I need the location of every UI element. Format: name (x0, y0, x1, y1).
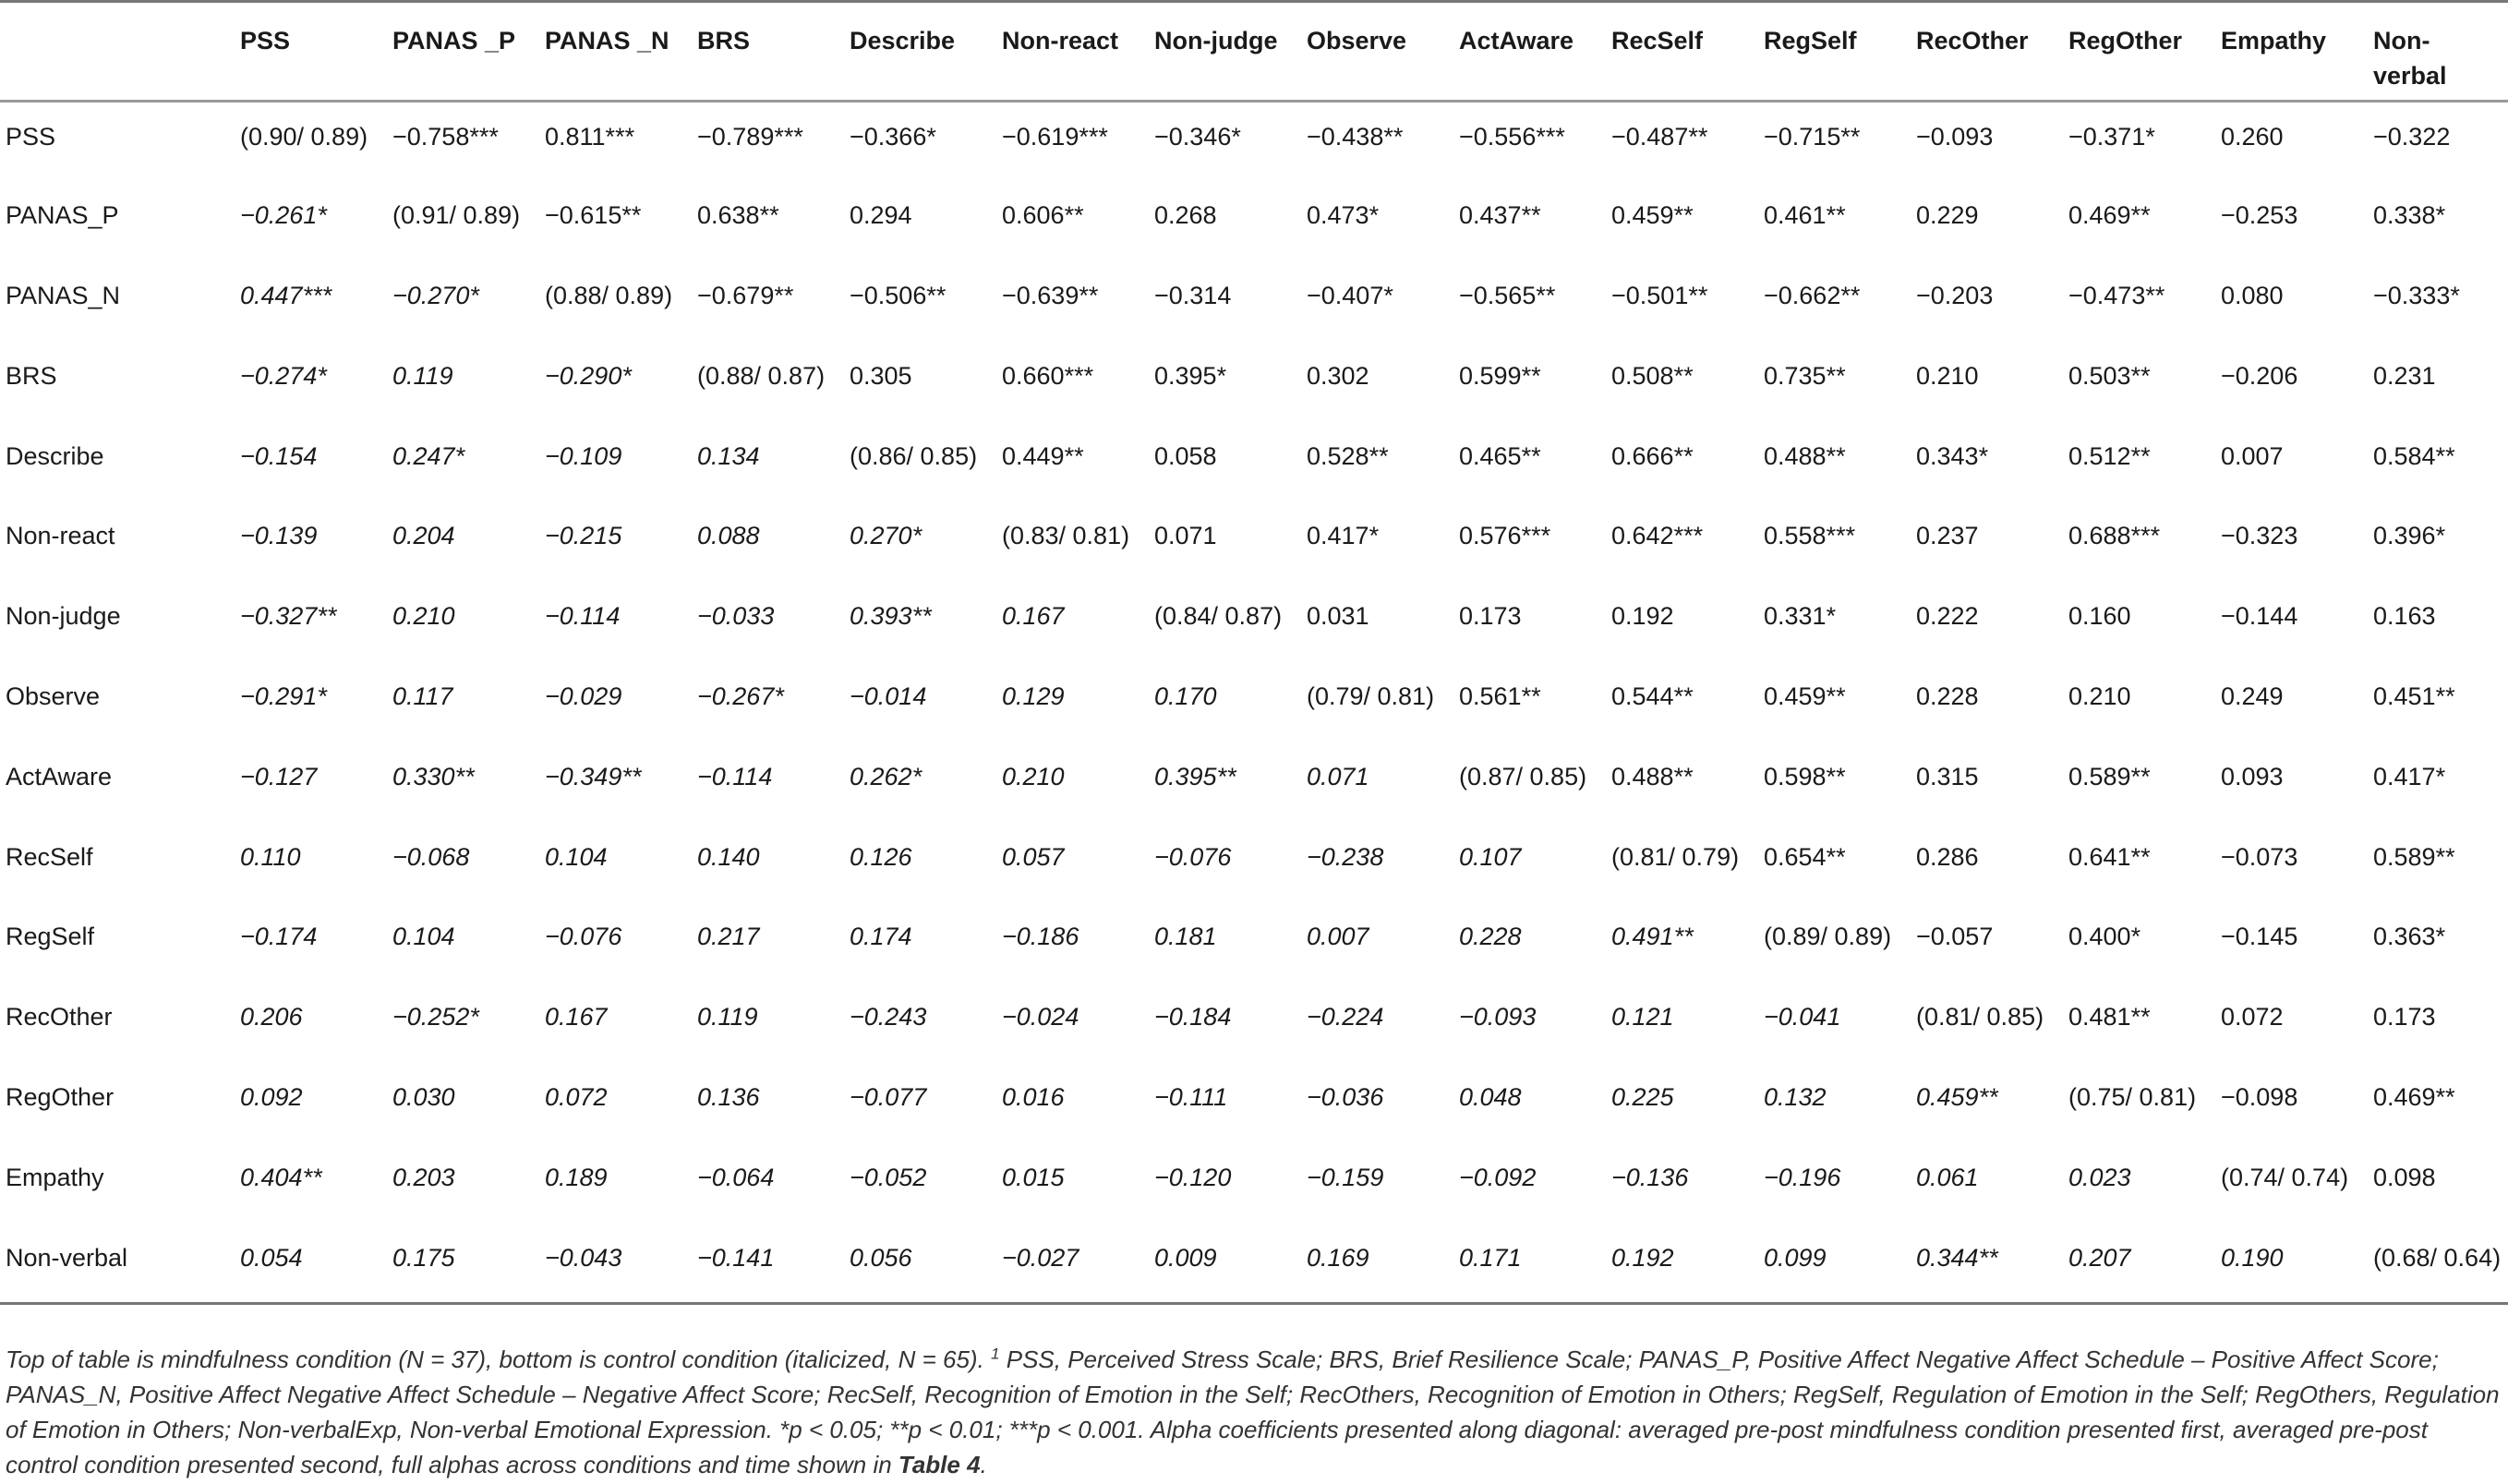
table-cell: −0.565** (1459, 282, 1556, 310)
table-cell: 0.606** (1002, 201, 1084, 230)
table-cell: 0.459** (1764, 682, 1846, 711)
table-cell: 0.302 (1307, 361, 1369, 390)
diagonal-cell: (0.90/ 0.89) (240, 123, 368, 151)
diagonal-cell: (0.88/ 0.87) (697, 361, 826, 390)
table-cell: 0.093 (2221, 762, 2284, 790)
table-cell: −0.758*** (392, 123, 499, 151)
table-cell: 0.058 (1154, 441, 1217, 470)
table-row (0, 662, 2508, 742)
table-row (0, 1063, 2508, 1143)
table-cell: 0.512** (2068, 441, 2151, 470)
table-cell: −0.092 (1459, 1163, 1537, 1191)
table-cell: −0.098 (2221, 1083, 2298, 1112)
table-row (0, 742, 2508, 823)
table-cell: −0.159 (1307, 1163, 1384, 1191)
table-cell: 0.080 (2221, 282, 2284, 310)
table-cell: −0.186 (1002, 923, 1079, 951)
table-cell: 0.140 (697, 842, 760, 871)
table-cell: 0.210 (2068, 682, 2131, 711)
table-cell: −0.203 (1916, 282, 1994, 310)
table-cell: 0.110 (240, 842, 301, 871)
diagonal-cell: (0.81/ 0.79) (1611, 842, 1740, 871)
table-cell: −0.290* (545, 361, 632, 390)
table-cell: 0.228 (1459, 923, 1522, 951)
row-label: ActAware (6, 762, 113, 790)
table-row (0, 582, 2508, 662)
column-header: Non-judge (1138, 2, 1290, 102)
table-cell: −0.068 (392, 842, 470, 871)
column-header: BRS (681, 2, 833, 102)
table-cell: 0.231 (2373, 361, 2436, 390)
table-cell: 0.395* (1154, 361, 1227, 390)
table-cell: 0.331* (1764, 602, 1837, 631)
table-cell: 0.204 (392, 522, 455, 550)
footnote-part2: PSS, Perceived Stress Scale; BRS, Brief Resilience Scale; PANAS_P, Positive Affect Negative Affect Schedule – Positive Affect Score; PANAS_N, Positive Affect Negative Affect Schedule – Negative Affect Score; RecSelf, Recognition of Emotion in the Self; RecOthers, Recognition of Emotion in Others; RegSelf, Regulation of Emotion in the Self; RegOthers, Regulation of Emotion in Others; Non-verbalExp, Non-verbal Emotional Expression. *p < 0.05; **p < 0.01; ***p < 0.001. Alpha coefficients presented along diagonal: averaged pre-post mindfulness condition presented first, averaged pre-post control condition presented second, full alphas across conditions and time shown in (6, 1345, 2500, 1478)
diagonal-cell: (0.84/ 0.87) (1154, 602, 1283, 631)
table-cell: 0.169 (1307, 1243, 1369, 1272)
table-cell: 0.016 (1002, 1083, 1065, 1112)
table-cell: −0.029 (545, 682, 622, 711)
table-cell: 0.163 (2373, 602, 2436, 631)
table-cell: −0.238 (1307, 842, 1384, 871)
table-cell: −0.093 (1916, 123, 1994, 151)
footnote-superscript: 1 (991, 1345, 1000, 1363)
table-cell: −0.333* (2373, 282, 2460, 310)
table-cell: 0.465** (1459, 441, 1541, 470)
footnote-end: . (980, 1451, 987, 1478)
table-cell: 0.173 (1459, 602, 1522, 631)
table-cell: −0.322 (2373, 123, 2451, 151)
table-cell: −0.556*** (1459, 123, 1565, 151)
table-cell: −0.323 (2221, 522, 2298, 550)
table-cell: −0.346* (1154, 123, 1241, 151)
table-cell: 0.167 (545, 1003, 608, 1032)
column-header: PANAS _N (528, 2, 681, 102)
table-cell: 0.167 (1002, 602, 1065, 631)
table-cell: 0.056 (850, 1243, 912, 1272)
table-cell: 0.173 (2373, 1003, 2436, 1032)
table-cell: 0.175 (392, 1243, 455, 1272)
table-cell: 0.503** (2068, 361, 2151, 390)
table-cell: 0.811*** (545, 123, 635, 151)
table-cell: 0.160 (2068, 602, 2131, 631)
table-cell: −0.501** (1611, 282, 1708, 310)
table-cell: −0.487** (1611, 123, 1708, 151)
table-cell: 0.642*** (1611, 522, 1704, 550)
table-cell: −0.206 (2221, 361, 2298, 390)
column-header: Empathy (2204, 2, 2357, 102)
table-cell: 0.270* (850, 522, 922, 550)
table-cell: 0.071 (1307, 762, 1369, 790)
table-cell: 0.009 (1154, 1243, 1217, 1272)
table-cell: 0.461** (1764, 201, 1846, 230)
row-label: PSS (6, 123, 56, 151)
table-cell: 0.344** (1916, 1243, 1998, 1272)
row-label: Empathy (6, 1163, 104, 1191)
row-label: Describe (6, 441, 104, 470)
table-cell: −0.252* (392, 1003, 479, 1032)
table-cell: 0.136 (697, 1083, 760, 1112)
table-cell: −0.111 (1154, 1083, 1228, 1112)
table-cell: −0.270* (392, 282, 479, 310)
table-cell: 0.072 (2221, 1003, 2284, 1032)
table-cell: 0.528** (1307, 441, 1389, 470)
table-row (0, 1143, 2508, 1224)
table-cell: 0.031 (1307, 602, 1369, 631)
table-cell: −0.438** (1307, 123, 1404, 151)
column-header: RecOther (1899, 2, 2052, 102)
table-cell: 0.181 (1154, 923, 1217, 951)
table-cell: 0.054 (240, 1243, 303, 1272)
table-cell: 0.170 (1154, 682, 1217, 711)
column-header: ActAware (1442, 2, 1595, 102)
table-cell: 0.660*** (1002, 361, 1094, 390)
table-cell: 0.260 (2221, 123, 2284, 151)
row-label: RegSelf (6, 923, 95, 951)
table-cell: 0.598** (1764, 762, 1846, 790)
table-cell: −0.057 (1916, 923, 1994, 951)
table-cell: 0.174 (850, 923, 912, 951)
table-cell: 0.286 (1916, 842, 1979, 871)
column-header: Non-react (985, 2, 1138, 102)
row-label: Non-react (6, 522, 115, 550)
table-row (0, 102, 2508, 182)
column-header: Non-verbal (2357, 2, 2508, 102)
table-cell: −0.141 (697, 1243, 775, 1272)
column-header: PANAS _P (376, 2, 528, 102)
table-cell: 0.107 (1459, 842, 1522, 871)
table-cell: −0.679** (697, 282, 794, 310)
table-cell: 0.459** (1611, 201, 1694, 230)
table-cell: −0.174 (240, 923, 318, 951)
column-header: Describe (833, 2, 985, 102)
table-cell: 0.473* (1307, 201, 1380, 230)
table-cell: −0.261* (240, 201, 327, 230)
table-cell: 0.171 (1459, 1243, 1522, 1272)
table-cell: −0.024 (1002, 1003, 1079, 1032)
table-cell: 0.061 (1916, 1163, 1979, 1191)
column-header: Observe (1290, 2, 1442, 102)
table-cell: 0.638** (697, 201, 779, 230)
row-label: PANAS_P (6, 201, 119, 230)
table-cell: 0.229 (1916, 201, 1979, 230)
table-cell: −0.114 (697, 762, 773, 790)
table-cell: 0.488** (1611, 762, 1694, 790)
table-cell: 0.469** (2373, 1083, 2455, 1112)
table-cell: 0.023 (2068, 1163, 2131, 1191)
diagonal-cell: (0.81/ 0.85) (1916, 1003, 2044, 1032)
table-cell: 0.544** (1611, 682, 1694, 711)
column-header: PSS (223, 2, 376, 102)
table-cell: 0.015 (1002, 1163, 1065, 1191)
table-cell: −0.196 (1764, 1163, 1841, 1191)
table-cell: 0.134 (697, 441, 760, 470)
table-cell: 0.262* (850, 762, 922, 790)
table-cell: 0.469** (2068, 201, 2151, 230)
column-header: RegSelf (1747, 2, 1899, 102)
table-cell: −0.274* (240, 361, 327, 390)
table-cell: −0.407* (1307, 282, 1393, 310)
table-cell: −0.349** (545, 762, 642, 790)
table-cell: −0.184 (1154, 1003, 1232, 1032)
diagonal-cell: (0.74/ 0.74) (2221, 1163, 2349, 1191)
table-cell: 0.119 (392, 361, 453, 390)
column-header: RecSelf (1595, 2, 1747, 102)
table-cell: 0.437** (1459, 201, 1541, 230)
table-cell: 0.338* (2373, 201, 2446, 230)
table-cell: −0.715** (1764, 123, 1861, 151)
table-cell: 0.481** (2068, 1003, 2151, 1032)
table-cell: 0.189 (545, 1163, 608, 1191)
diagonal-cell: (0.75/ 0.81) (2068, 1083, 2197, 1112)
table-cell: 0.126 (850, 842, 912, 871)
table-cell: −0.036 (1307, 1083, 1384, 1112)
table-cell: 0.641** (2068, 842, 2151, 871)
table-cell: −0.027 (1002, 1243, 1079, 1272)
table-cell: 0.393** (850, 602, 932, 631)
row-label: PANAS_N (6, 282, 121, 310)
table-cell: 0.117 (392, 682, 453, 711)
footnote-table-ref[interactable]: Table 4 (898, 1451, 981, 1478)
table-cell: 0.030 (392, 1083, 455, 1112)
table-cell: 0.092 (240, 1083, 303, 1112)
table-cell: 0.330** (392, 762, 475, 790)
table-cell: 0.222 (1916, 602, 1979, 631)
table-cell: −0.473** (2068, 282, 2165, 310)
table-cell: 0.057 (1002, 842, 1065, 871)
table-cell: 0.206 (240, 1003, 303, 1032)
table-cell: 0.735** (1764, 361, 1846, 390)
table-cell: −0.144 (2221, 602, 2298, 631)
table-cell: −0.120 (1154, 1163, 1232, 1191)
table-cell: −0.243 (850, 1003, 927, 1032)
diagonal-cell: (0.91/ 0.89) (392, 201, 521, 230)
table-cell: −0.615** (545, 201, 642, 230)
diagonal-cell: (0.68/ 0.64) (2373, 1243, 2502, 1272)
table-cell: 0.599** (1459, 361, 1541, 390)
table-cell: −0.215 (545, 522, 622, 550)
table-cell: 0.561** (1459, 682, 1541, 711)
column-header: RegOther (2052, 2, 2204, 102)
table-cell: −0.139 (240, 522, 318, 550)
table-cell: 0.217 (697, 923, 760, 951)
table-cell: −0.789*** (697, 123, 803, 151)
table-cell: 0.132 (1764, 1083, 1827, 1112)
table-cell: −0.052 (850, 1163, 927, 1191)
table-cell: −0.014 (850, 682, 927, 711)
table-cell: 0.654** (1764, 842, 1846, 871)
row-label: BRS (6, 361, 57, 390)
table-cell: 0.558*** (1764, 522, 1856, 550)
table-cell: 0.491** (1611, 923, 1694, 951)
table-cell: 0.447*** (240, 282, 332, 310)
row-label: Observe (6, 682, 101, 711)
table-cell: −0.041 (1764, 1003, 1841, 1032)
table-cell: 0.589** (2373, 842, 2455, 871)
table-cell: −0.154 (240, 441, 318, 470)
table-cell: 0.210 (1916, 361, 1979, 390)
table-cell: 0.210 (1002, 762, 1065, 790)
table-cell: −0.136 (1611, 1163, 1689, 1191)
table-cell: −0.033 (697, 602, 775, 631)
row-label: RecOther (6, 1003, 113, 1032)
table-cell: 0.237 (1916, 522, 1979, 550)
table-cell: 0.576*** (1459, 522, 1551, 550)
table-cell: −0.073 (2221, 842, 2298, 871)
table-cell: 0.071 (1154, 522, 1217, 550)
table-cell: −0.366* (850, 123, 936, 151)
table-cell: −0.224 (1307, 1003, 1384, 1032)
table-cell: −0.639** (1002, 282, 1099, 310)
table-cell: 0.451** (2373, 682, 2455, 711)
table-cell: 0.396* (2373, 522, 2446, 550)
footnote-part1: Top of table is mindfulness condition (N = 37), bottom is control condition (italicized, N = 65). (6, 1345, 984, 1373)
table-cell: 0.228 (1916, 682, 1979, 711)
table-cell: 0.395** (1154, 762, 1236, 790)
header-corner (0, 2, 223, 102)
table-cell: 0.294 (850, 201, 912, 230)
table-cell: 0.315 (1916, 762, 1979, 790)
table-cell: −0.109 (545, 441, 622, 470)
table-cell: 0.192 (1611, 602, 1674, 631)
table-body (0, 102, 2508, 1304)
table-cell: −0.145 (2221, 923, 2298, 951)
table-cell: 0.203 (392, 1163, 455, 1191)
table-cell: 0.400* (2068, 923, 2141, 951)
table-cell: 0.210 (392, 602, 455, 631)
table-cell: −0.076 (545, 923, 622, 951)
table-row (0, 823, 2508, 903)
table-cell: −0.076 (1154, 842, 1232, 871)
table-cell: 0.417* (2373, 762, 2446, 790)
table-cell: 0.119 (697, 1003, 758, 1032)
table-cell: −0.253 (2221, 201, 2298, 230)
table-cell: 0.363* (2373, 923, 2446, 951)
table-cell: −0.077 (850, 1083, 927, 1112)
table-cell: −0.127 (240, 762, 318, 790)
diagonal-cell: (0.88/ 0.89) (545, 282, 673, 310)
diagonal-cell: (0.79/ 0.81) (1307, 682, 1435, 711)
table-cell: 0.207 (2068, 1243, 2131, 1272)
table-cell: −0.267* (697, 682, 784, 711)
table-cell: 0.249 (2221, 682, 2284, 711)
table-cell: 0.007 (2221, 441, 2284, 470)
diagonal-cell: (0.89/ 0.89) (1764, 923, 1892, 951)
table-row (0, 1224, 2508, 1304)
table-row (0, 983, 2508, 1063)
table-row (0, 261, 2508, 342)
row-label: Non-verbal (6, 1243, 128, 1272)
table-row (0, 342, 2508, 422)
table-cell: 0.459** (1916, 1083, 1998, 1112)
diagonal-cell: (0.83/ 0.81) (1002, 522, 1130, 550)
diagonal-cell: (0.86/ 0.85) (850, 441, 978, 470)
table-cell: 0.404** (240, 1163, 322, 1191)
table-cell: −0.114 (545, 602, 621, 631)
table-cell: 0.121 (1611, 1003, 1674, 1032)
table-footnote (6, 1342, 2502, 1482)
table-row (0, 902, 2508, 983)
header-row (0, 2, 2508, 102)
table-cell: 0.688*** (2068, 522, 2161, 550)
row-label: RecSelf (6, 842, 93, 871)
table-row (0, 181, 2508, 261)
table-cell: 0.104 (545, 842, 608, 871)
table-cell: 0.508** (1611, 361, 1694, 390)
row-label: Non-judge (6, 602, 121, 631)
table-row (0, 422, 2508, 502)
row-label: RegOther (6, 1083, 115, 1112)
table-cell: −0.064 (697, 1163, 775, 1191)
table-cell: −0.662** (1764, 282, 1861, 310)
table-cell: 0.589** (2068, 762, 2151, 790)
table-cell: 0.072 (545, 1083, 608, 1112)
diagonal-cell: (0.87/ 0.85) (1459, 762, 1587, 790)
table-cell: −0.093 (1459, 1003, 1537, 1032)
table-cell: 0.268 (1154, 201, 1217, 230)
table-cell: 0.449** (1002, 441, 1084, 470)
table-cell: 0.190 (2221, 1243, 2284, 1272)
table-cell: 0.584** (2373, 441, 2455, 470)
table-cell: 0.088 (697, 522, 760, 550)
table-cell: 0.098 (2373, 1163, 2436, 1191)
table-cell: 0.048 (1459, 1083, 1522, 1112)
table-row (0, 501, 2508, 582)
table-cell: 0.247* (392, 441, 465, 470)
table-cell: 0.104 (392, 923, 455, 951)
table-cell: 0.129 (1002, 682, 1065, 711)
table-cell: 0.225 (1611, 1083, 1674, 1112)
table-cell: 0.666** (1611, 441, 1694, 470)
table-cell: −0.506** (850, 282, 947, 310)
table-cell: −0.371* (2068, 123, 2155, 151)
table-cell: 0.007 (1307, 923, 1369, 951)
table-cell: 0.417* (1307, 522, 1380, 550)
table-cell: −0.043 (545, 1243, 622, 1272)
table-cell: −0.327** (240, 602, 337, 631)
table-cell: 0.343* (1916, 441, 1989, 470)
table-cell: 0.192 (1611, 1243, 1674, 1272)
table-cell: −0.619*** (1002, 123, 1108, 151)
table-cell: 0.488** (1764, 441, 1846, 470)
table-cell: −0.314 (1154, 282, 1232, 310)
table-cell: 0.099 (1764, 1243, 1827, 1272)
table-cell: −0.291* (240, 682, 327, 711)
table-cell: 0.305 (850, 361, 912, 390)
